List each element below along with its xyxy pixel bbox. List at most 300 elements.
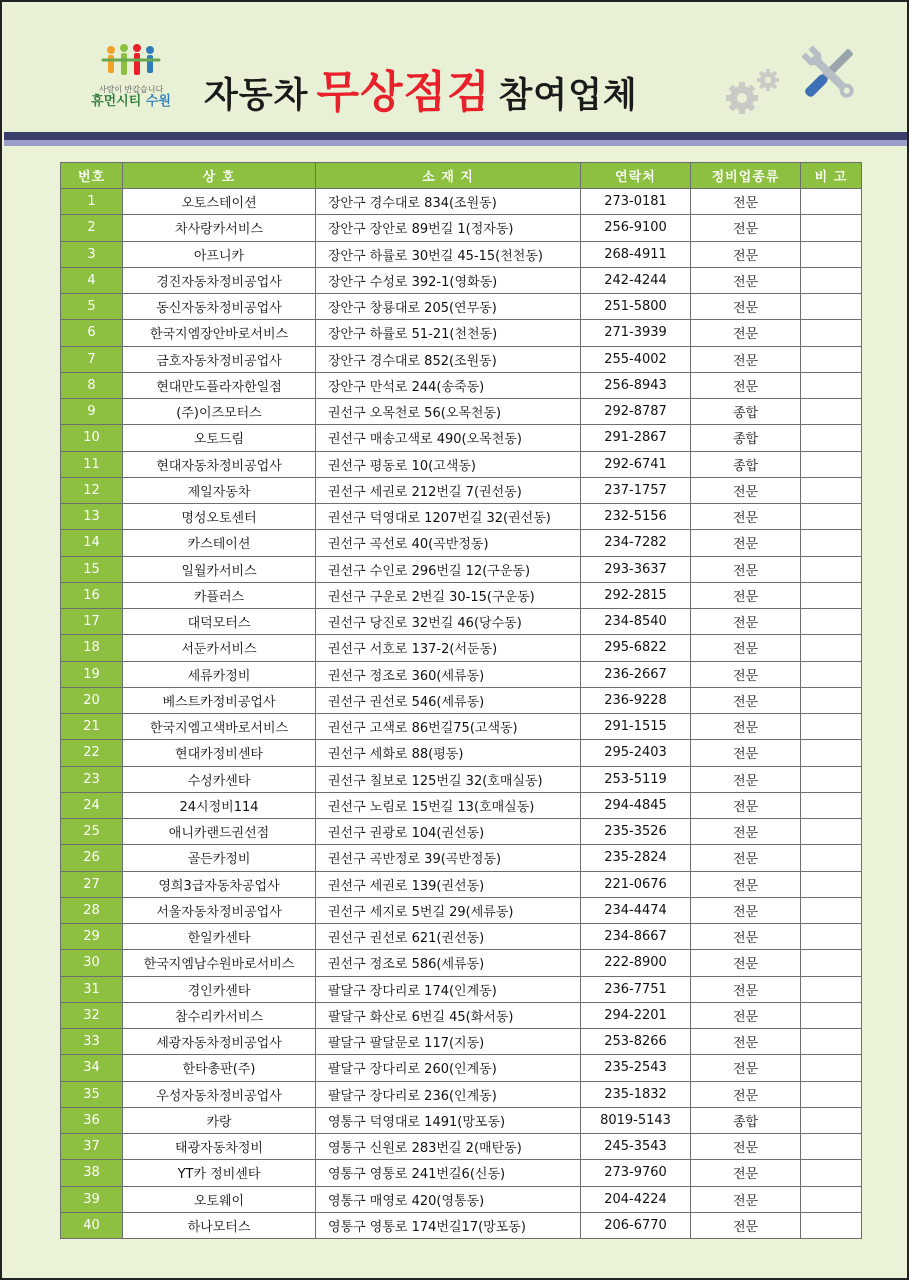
company-phone: 293-3637: [581, 556, 691, 582]
company-phone: 206-6770: [581, 1212, 691, 1238]
company-name: 베스트카정비공업사: [123, 687, 316, 713]
table-row: [61, 1029, 862, 1055]
company-phone: 294-4845: [581, 792, 691, 818]
row-note: [801, 346, 862, 372]
repair-type: 전문: [691, 1081, 801, 1107]
company-phone: 237-1757: [581, 477, 691, 503]
company-address: 권선구 덕영대로 1207번길 32(권선동): [316, 504, 581, 530]
company-address: 권선구 곡반정로 39(곡반정동): [316, 845, 581, 871]
row-note: [801, 1055, 862, 1081]
row-number: 15: [61, 556, 123, 582]
row-note: [801, 635, 862, 661]
table-row: [61, 661, 862, 687]
company-name: 현대만도플라자한일점: [123, 372, 316, 398]
company-address: 권선구 평동로 10(고색동): [316, 451, 581, 477]
repair-type: 전문: [691, 1029, 801, 1055]
table-row: [61, 635, 862, 661]
header-divider: [4, 132, 907, 140]
row-number: 32: [61, 1002, 123, 1028]
company-name: 영희3급자동차공업사: [123, 871, 316, 897]
company-phone: 271-3939: [581, 320, 691, 346]
company-name: 오토드림: [123, 425, 316, 451]
row-number: 23: [61, 766, 123, 792]
company-address: 권선구 곡선로 40(곡반정동): [316, 530, 581, 556]
row-number: 14: [61, 530, 123, 556]
row-note: [801, 845, 862, 871]
table-row: [61, 320, 862, 346]
table-row: [61, 845, 862, 871]
row-note: [801, 766, 862, 792]
row-note: [801, 609, 862, 635]
company-address: 팔달구 장다리로 260(인계동): [316, 1055, 581, 1081]
table-row: [61, 1107, 862, 1133]
company-phone: 295-2403: [581, 740, 691, 766]
row-number: 31: [61, 976, 123, 1002]
repair-type: 종합: [691, 1107, 801, 1133]
row-number: 39: [61, 1186, 123, 1212]
table-row: [61, 1134, 862, 1160]
logo-name: [86, 95, 176, 109]
row-note: [801, 189, 862, 215]
company-name: 아프니카: [123, 241, 316, 267]
company-phone: 232-5156: [581, 504, 691, 530]
table-row: [61, 819, 862, 845]
row-number: 20: [61, 687, 123, 713]
repair-type: 전문: [691, 792, 801, 818]
gears-icon: [724, 66, 784, 116]
company-name: 세광자동차정비공업사: [123, 1029, 316, 1055]
col-header-phone: 연락처: [581, 163, 691, 189]
company-name: 제일자동차: [123, 477, 316, 503]
table-row: [61, 582, 862, 608]
repair-type: 전문: [691, 372, 801, 398]
repair-type: 전문: [691, 687, 801, 713]
row-note: [801, 294, 862, 320]
table-row: [61, 399, 862, 425]
row-number: 21: [61, 714, 123, 740]
repair-type: 전문: [691, 320, 801, 346]
company-phone: 234-4474: [581, 897, 691, 923]
company-address: 권선구 칠보로 125번길 32(호매실동): [316, 766, 581, 792]
company-phone: 292-8787: [581, 399, 691, 425]
company-address: 영통구 매영로 420(영통동): [316, 1186, 581, 1212]
row-number: 38: [61, 1160, 123, 1186]
company-phone: 234-8540: [581, 609, 691, 635]
repair-type: 전문: [691, 294, 801, 320]
row-note: [801, 425, 862, 451]
company-address: 영통구 덕영대로 1491(망포동): [316, 1107, 581, 1133]
row-number: 33: [61, 1029, 123, 1055]
company-name: 24시정비114: [123, 792, 316, 818]
table-header-row: [61, 163, 862, 189]
row-note: [801, 320, 862, 346]
company-address: 장안구 창룡대로 205(연무동): [316, 294, 581, 320]
table-row: [61, 740, 862, 766]
company-address: 팔달구 장다리로 236(인계동): [316, 1081, 581, 1107]
company-phone: 204-4224: [581, 1186, 691, 1212]
repair-type: 전문: [691, 556, 801, 582]
company-address: 권선구 정조로 586(세류동): [316, 950, 581, 976]
company-name: 대덕모터스: [123, 609, 316, 635]
company-address: 권선구 권광로 104(권선동): [316, 819, 581, 845]
company-address: 권선구 세권로 212번길 7(권선동): [316, 477, 581, 503]
company-name: 카스테이션: [123, 530, 316, 556]
company-name: 한타총판(주): [123, 1055, 316, 1081]
table-row: [61, 556, 862, 582]
company-address: 장안구 만석로 244(송죽동): [316, 372, 581, 398]
repair-type: 전문: [691, 504, 801, 530]
row-note: [801, 1134, 862, 1160]
repair-type: 전문: [691, 714, 801, 740]
company-name: 현대카정비센타: [123, 740, 316, 766]
row-note: [801, 897, 862, 923]
company-address: 권선구 당진로 32번길 46(당수동): [316, 609, 581, 635]
company-name: 한국지엠고색바로서비스: [123, 714, 316, 740]
row-note: [801, 1160, 862, 1186]
header-divider-light: [4, 140, 907, 146]
row-number: 30: [61, 950, 123, 976]
company-phone: 292-2815: [581, 582, 691, 608]
row-number: 6: [61, 320, 123, 346]
repair-type: 전문: [691, 819, 801, 845]
repair-type: 전문: [691, 1002, 801, 1028]
company-phone: 255-4002: [581, 346, 691, 372]
company-name: 명성오토센터: [123, 504, 316, 530]
row-note: [801, 950, 862, 976]
table-row: [61, 294, 862, 320]
table-row: [61, 687, 862, 713]
repair-type: 전문: [691, 609, 801, 635]
row-note: [801, 399, 862, 425]
row-number: 8: [61, 372, 123, 398]
table-row: [61, 189, 862, 215]
company-phone: 236-7751: [581, 976, 691, 1002]
repair-type: 전문: [691, 924, 801, 950]
company-address: 영통구 영통로 241번길6(신동): [316, 1160, 581, 1186]
company-address: 영통구 신원로 283번길 2(매탄동): [316, 1134, 581, 1160]
row-note: [801, 556, 862, 582]
title-highlight: 무상점검: [316, 67, 491, 118]
company-phone: 235-2824: [581, 845, 691, 871]
table-row: [61, 897, 862, 923]
wrench-screwdriver-icon: [794, 38, 864, 108]
logo-name-main: 휴먼시티: [91, 94, 142, 109]
company-address: 권선구 세지로 5번길 29(세류동): [316, 897, 581, 923]
company-address: 장안구 하률로 51-21(천천동): [316, 320, 581, 346]
city-logo: [86, 44, 176, 118]
table-row: [61, 924, 862, 950]
table-row: [61, 976, 862, 1002]
row-note: [801, 1212, 862, 1238]
row-number: 37: [61, 1134, 123, 1160]
company-name: 현대자동차정비공업사: [123, 451, 316, 477]
company-phone: 234-7282: [581, 530, 691, 556]
company-name: 경인카센타: [123, 976, 316, 1002]
row-number: 7: [61, 346, 123, 372]
company-name: 일월카서비스: [123, 556, 316, 582]
logo-name-city: 수원: [145, 94, 171, 109]
company-name: 카플러스: [123, 582, 316, 608]
company-address: 팔달구 화산로 6번길 45(화서동): [316, 1002, 581, 1028]
table-row: [61, 477, 862, 503]
repair-type: 전문: [691, 1055, 801, 1081]
company-phone: 222-8900: [581, 950, 691, 976]
row-note: [801, 1002, 862, 1028]
repair-type: 전문: [691, 766, 801, 792]
company-name: 금호자동차정비공업사: [123, 346, 316, 372]
company-address: 장안구 경수대로 852(조원동): [316, 346, 581, 372]
row-note: [801, 530, 862, 556]
repair-type: 종합: [691, 451, 801, 477]
company-name: (주)이즈모터스: [123, 399, 316, 425]
table-row: [61, 1186, 862, 1212]
company-address: 권선구 오목천로 56(오목천동): [316, 399, 581, 425]
col-header-name: 상 호: [123, 163, 316, 189]
repair-type: 전문: [691, 635, 801, 661]
repair-type: 전문: [691, 1134, 801, 1160]
table-row: [61, 425, 862, 451]
table-row: [61, 1160, 862, 1186]
row-number: 40: [61, 1212, 123, 1238]
row-number: 5: [61, 294, 123, 320]
title-part2: 참여업체: [498, 76, 638, 116]
table-row: [61, 241, 862, 267]
company-phone: 236-9228: [581, 687, 691, 713]
company-name: 한일카센타: [123, 924, 316, 950]
company-phone: 251-5800: [581, 294, 691, 320]
row-note: [801, 372, 862, 398]
repair-type: 전문: [691, 1212, 801, 1238]
row-note: [801, 924, 862, 950]
title-part1: 자동차: [204, 76, 309, 116]
repair-type: 전문: [691, 267, 801, 293]
row-number: 16: [61, 582, 123, 608]
table-row: [61, 372, 862, 398]
company-name: 카랑: [123, 1107, 316, 1133]
company-phone: 235-3526: [581, 819, 691, 845]
row-note: [801, 451, 862, 477]
company-address: 장안구 경수대로 834(조원동): [316, 189, 581, 215]
table-row: [61, 346, 862, 372]
company-address: 권선구 수인로 296번길 12(구운동): [316, 556, 581, 582]
repair-type: 전문: [691, 582, 801, 608]
company-name: 태광자동차정비: [123, 1134, 316, 1160]
company-phone: 291-2867: [581, 425, 691, 451]
table-row: [61, 215, 862, 241]
row-number: 29: [61, 924, 123, 950]
repair-type: 전문: [691, 241, 801, 267]
company-phone: 8019-5143: [581, 1107, 691, 1133]
row-note: [801, 976, 862, 1002]
row-number: 35: [61, 1081, 123, 1107]
repair-type: 전문: [691, 215, 801, 241]
row-number: 28: [61, 897, 123, 923]
table-row: [61, 504, 862, 530]
company-name: 동신자동차정비공업사: [123, 294, 316, 320]
company-phone: 291-1515: [581, 714, 691, 740]
company-phone: 242-4244: [581, 267, 691, 293]
company-address: 권선구 노림로 15번길 13(호매실동): [316, 792, 581, 818]
repair-type: 전문: [691, 189, 801, 215]
row-note: [801, 215, 862, 241]
people-logo-icon: [101, 44, 161, 82]
company-phone: 292-6741: [581, 451, 691, 477]
row-note: [801, 1107, 862, 1133]
table-row: [61, 792, 862, 818]
row-note: [801, 1029, 862, 1055]
company-address: 권선구 세화로 88(평동): [316, 740, 581, 766]
company-name: 애니카랜드권선점: [123, 819, 316, 845]
row-number: 4: [61, 267, 123, 293]
row-note: [801, 819, 862, 845]
row-number: 17: [61, 609, 123, 635]
company-name: YT카 정비센타: [123, 1160, 316, 1186]
company-phone: 253-8266: [581, 1029, 691, 1055]
company-address: 영통구 영통로 174번길17(망포동): [316, 1212, 581, 1238]
company-phone: 245-3543: [581, 1134, 691, 1160]
repair-type: 전문: [691, 871, 801, 897]
company-name: 골든카정비: [123, 845, 316, 871]
row-note: [801, 1186, 862, 1212]
row-note: [801, 241, 862, 267]
repair-type: 종합: [691, 399, 801, 425]
row-note: [801, 504, 862, 530]
row-note: [801, 661, 862, 687]
table-row: [61, 1212, 862, 1238]
company-name: 우성자동차정비공업사: [123, 1081, 316, 1107]
company-name: 오토웨이: [123, 1186, 316, 1212]
company-address: 팔달구 장다리로 174(인계동): [316, 976, 581, 1002]
company-phone: 253-5119: [581, 766, 691, 792]
repair-type: 전문: [691, 976, 801, 1002]
row-number: 11: [61, 451, 123, 477]
table-row: [61, 267, 862, 293]
row-number: 26: [61, 845, 123, 871]
repair-type: 전문: [691, 740, 801, 766]
row-number: 9: [61, 399, 123, 425]
repair-type: 전문: [691, 346, 801, 372]
col-header-number: 번호: [61, 163, 123, 189]
row-note: [801, 477, 862, 503]
page-title: [204, 56, 714, 118]
company-phone: 236-2667: [581, 661, 691, 687]
company-address: 권선구 세권로 139(권선동): [316, 871, 581, 897]
participants-table: [60, 162, 862, 1239]
row-number: 24: [61, 792, 123, 818]
repair-type: 전문: [691, 530, 801, 556]
company-name: 한국지엠장안바로서비스: [123, 320, 316, 346]
table-row: [61, 871, 862, 897]
row-number: 1: [61, 189, 123, 215]
company-phone: 221-0676: [581, 871, 691, 897]
row-number: 27: [61, 871, 123, 897]
company-name: 세류카정비: [123, 661, 316, 687]
company-phone: 295-6822: [581, 635, 691, 661]
row-note: [801, 267, 862, 293]
company-name: 오토스테이션: [123, 189, 316, 215]
company-phone: 234-8667: [581, 924, 691, 950]
company-name: 경진자동차정비공업사: [123, 267, 316, 293]
table-row: [61, 609, 862, 635]
row-note: [801, 687, 862, 713]
repair-type: 종합: [691, 425, 801, 451]
company-address: 팔달구 팔달문로 117(지동): [316, 1029, 581, 1055]
row-note: [801, 1081, 862, 1107]
company-name: 차사랑카서비스: [123, 215, 316, 241]
repair-type: 전문: [691, 1186, 801, 1212]
table-row: [61, 451, 862, 477]
table-row: [61, 1055, 862, 1081]
company-address: 장안구 하률로 30번길 45-15(천천동): [316, 241, 581, 267]
col-header-address: 소 재 지: [316, 163, 581, 189]
company-address: 장안구 장안로 89번길 1(정자동): [316, 215, 581, 241]
table-row: [61, 714, 862, 740]
company-address: 권선구 권선로 546(세류동): [316, 687, 581, 713]
row-note: [801, 792, 862, 818]
company-address: 장안구 수성로 392-1(영화동): [316, 267, 581, 293]
repair-type: 전문: [691, 950, 801, 976]
table-row: [61, 766, 862, 792]
repair-type: 전문: [691, 897, 801, 923]
company-phone: 294-2201: [581, 1002, 691, 1028]
company-name: 서둔카서비스: [123, 635, 316, 661]
repair-type: 전문: [691, 1160, 801, 1186]
repair-type: 전문: [691, 661, 801, 687]
company-name: 수성카센타: [123, 766, 316, 792]
table-row: [61, 950, 862, 976]
row-note: [801, 871, 862, 897]
company-name: 한국지엠남수원바로서비스: [123, 950, 316, 976]
row-number: 22: [61, 740, 123, 766]
company-address: 권선구 서호로 137-2(서둔동): [316, 635, 581, 661]
company-name: 참수리카서비스: [123, 1002, 316, 1028]
company-address: 권선구 정조로 360(세류동): [316, 661, 581, 687]
company-phone: 235-2543: [581, 1055, 691, 1081]
row-note: [801, 582, 862, 608]
row-number: 34: [61, 1055, 123, 1081]
company-name: 서울자동차정비공업사: [123, 897, 316, 923]
row-note: [801, 714, 862, 740]
logo-tagline: 사람이 반갑습니다: [98, 85, 164, 94]
row-number: 12: [61, 477, 123, 503]
company-address: 권선구 구운로 2번길 30-15(구운동): [316, 582, 581, 608]
row-number: 25: [61, 819, 123, 845]
row-number: 36: [61, 1107, 123, 1133]
company-address: 권선구 권선로 621(권선동): [316, 924, 581, 950]
company-phone: 256-9100: [581, 215, 691, 241]
row-number: 18: [61, 635, 123, 661]
row-number: 19: [61, 661, 123, 687]
col-header-type: 정비업종류: [691, 163, 801, 189]
col-header-note: 비 고: [801, 163, 862, 189]
repair-type: 전문: [691, 477, 801, 503]
participants-table-wrap: [60, 162, 861, 1239]
company-phone: 256-8943: [581, 372, 691, 398]
table-row: [61, 1002, 862, 1028]
company-phone: 273-9760: [581, 1160, 691, 1186]
company-address: 권선구 매송고색로 490(오목천동): [316, 425, 581, 451]
row-number: 2: [61, 215, 123, 241]
company-phone: 235-1832: [581, 1081, 691, 1107]
company-phone: 268-4911: [581, 241, 691, 267]
table-row: [61, 530, 862, 556]
table-row: [61, 1081, 862, 1107]
company-name: 하나모터스: [123, 1212, 316, 1238]
company-phone: 273-0181: [581, 189, 691, 215]
row-number: 13: [61, 504, 123, 530]
row-note: [801, 740, 862, 766]
poster-header: [4, 4, 907, 132]
